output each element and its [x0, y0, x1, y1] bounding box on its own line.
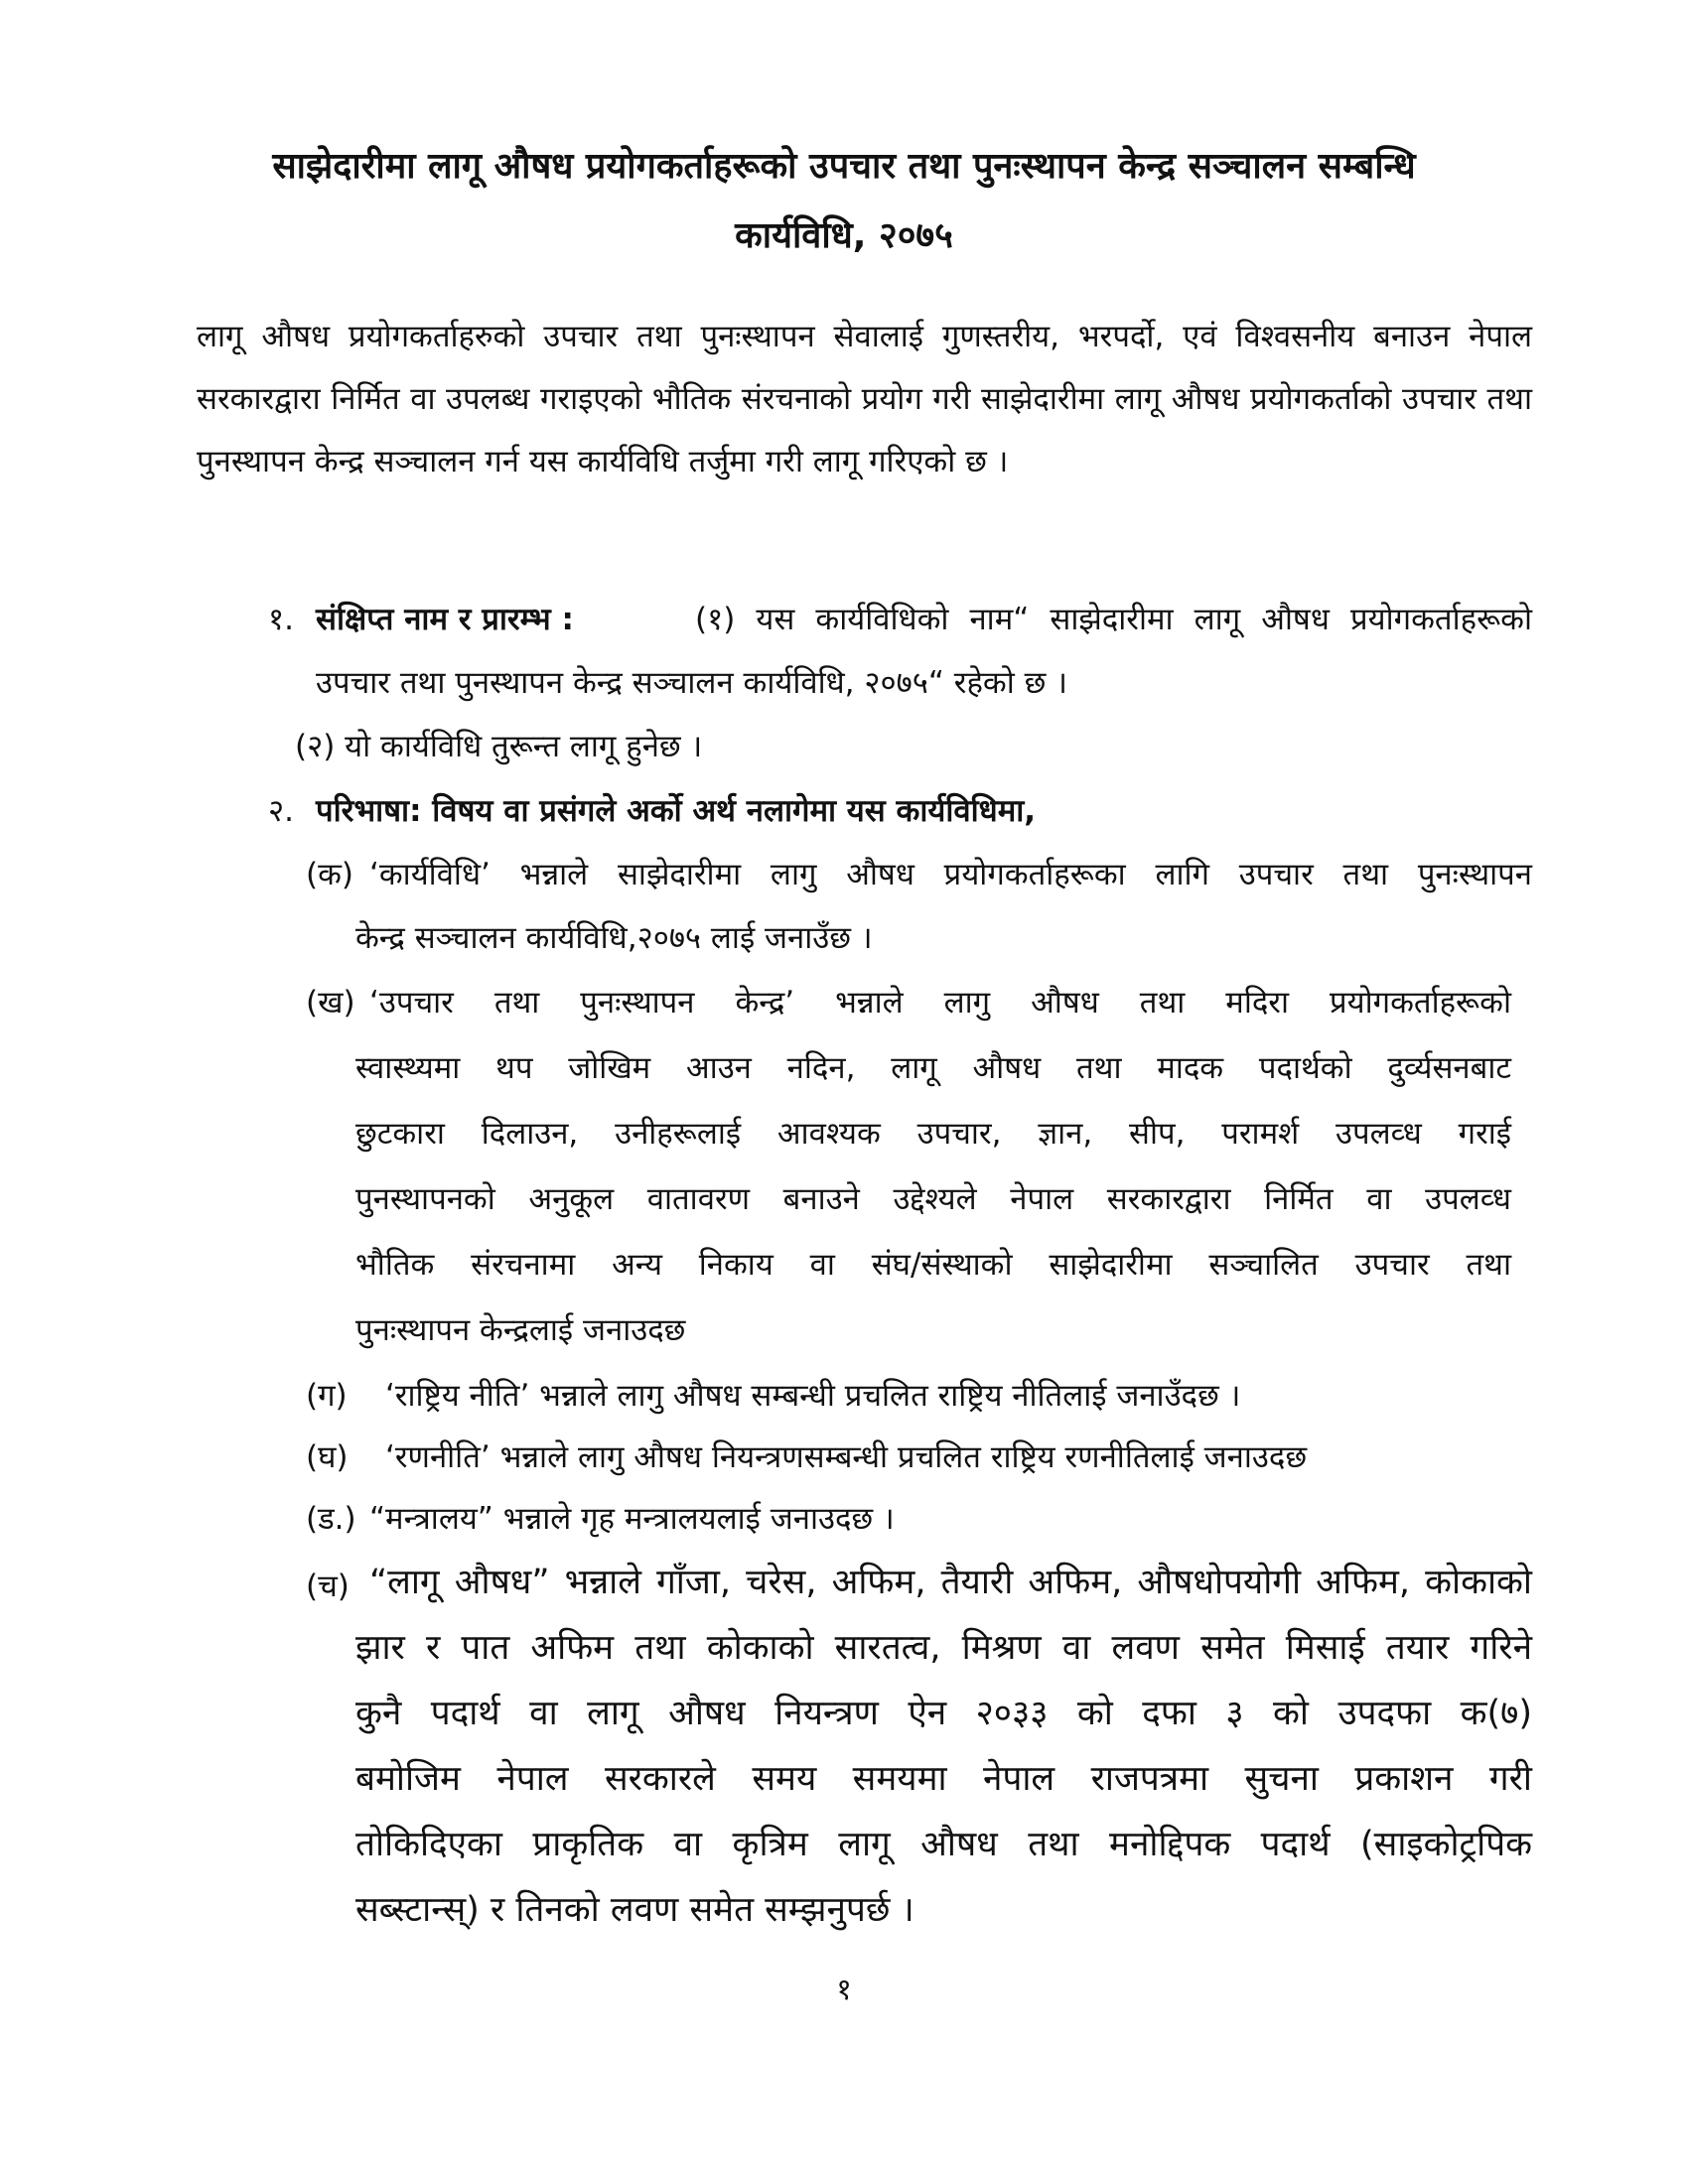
section-1-clause-1-line-2: उपचार तथा पुनस्थापन केन्द्र सञ्चालन कार्यविधि, २०७५“ रहेको छ ।: [316, 665, 1067, 701]
definition-kha-line-5: भौतिक संरचनामा अन्य निकाय वा संघ/संस्थाको साझेदारीमा सञ्चालित उपचार तथा: [355, 1247, 1511, 1283]
definition-ka-marker: (क): [306, 857, 353, 892]
definition-nga-text: “मन्त्रालय” भन्नाले गृह मन्त्रालयलाई जनाउदछ ।: [369, 1501, 895, 1537]
definition-cha-line-1: “लागू औषध” भन्नाले गाँजा, चरेस, अफिम, तैयारी अफिम, औषधोपयोगी अफिम, कोकाको: [369, 1563, 1532, 1602]
section-2-heading: परिभाषा: विषय वा प्रसंगले अर्को अर्थ नलागेमा यस कार्यविधिमा,: [316, 793, 1037, 829]
definition-kha-line-4: पुनस्थापनको अनुकूल वातावरण बनाउने उद्देश्यले नेपाल सरकारद्वारा निर्मित वा उपलव्ध: [355, 1181, 1511, 1217]
definition-cha-line-5: तोकिदिएका प्राकृतिक वा कृत्रिम लागू औषध तथा मनोद्दिपक पदार्थ (साइकोट्रपिक: [355, 1825, 1532, 1864]
definition-ka-line-1: ‘कार्यविधि’ भन्नाले साझेदारीमा लागु औषध प्रयोगकर्ताहरूका लागि उपचार तथा पुनःस्थापन: [369, 857, 1532, 892]
section-2-number: २.: [268, 793, 294, 829]
definition-ga-text: ‘राष्ट्रिय नीति’ भन्नाले लागु औषध सम्बन्धी प्रचलित राष्ट्रिय नीतिलाई जनाउँदछ ।: [385, 1378, 1241, 1414]
definition-cha-line-6: सब्स्टान्स्) र तिनको लवण समेत सम्झनुपर्छ ।: [355, 1890, 914, 1930]
definition-ka-line-2: केन्द्र सञ्चालन कार्यविधि,२०७५ लाई जनाउँछ ।: [355, 920, 873, 956]
page-number: १: [836, 1973, 852, 2007]
document-title-line-2: कार्यविधि, २०७५: [735, 215, 953, 256]
section-1-number: १.: [268, 602, 294, 637]
section-1-clause-2: (२) यो कार्यविधि तुरून्त लागू हुनेछ ।: [295, 729, 703, 764]
definition-gha-marker: (घ): [306, 1439, 349, 1475]
definition-nga-marker: (ड.): [306, 1501, 356, 1537]
definition-kha-line-3: छुटकारा दिलाउन, उनीहरूलाई आवश्यक उपचार, ज्ञान, सीप, परामर्श उपलव्ध गराई: [355, 1116, 1511, 1152]
definition-cha-line-2: झार र पात अफिम तथा कोकाको सारतत्व, मिश्रण वा लवण समेत मिसाई तयार गरिने: [355, 1628, 1532, 1668]
definition-cha-marker: (च): [306, 1569, 350, 1604]
definition-cha-line-4: बमोजिम नेपाल सरकारले समय समयमा नेपाल राजपत्रमा सुचना प्रकाशन गरी: [355, 1759, 1532, 1799]
definition-kha-line-6: पुनःस्थापन केन्द्रलाई जनाउदछ: [355, 1312, 686, 1348]
definition-kha-line-2: स्वास्थ्यमा थप जोखिम आउन नदिन, लागू औषध तथा मादक पदार्थको दुर्व्यसनबाट: [355, 1050, 1511, 1086]
document-title-line-1: साझेदारीमा लागू औषध प्रयोगकर्ताहरूको उपचार तथा पुनःस्थापन केन्द्र सञ्चालन सम्बन्धि: [272, 146, 1416, 187]
definition-ga-marker: (ग): [306, 1378, 348, 1414]
section-1-clause-1-line-1: (१) यस कार्यविधिको नाम“ साझेदारीमा लागू औषध प्रयोगकर्ताहरूको: [695, 602, 1532, 637]
section-1-heading: संक्षिप्त नाम र प्रारम्भ :: [316, 602, 574, 637]
definition-kha-marker: (ख): [306, 985, 355, 1021]
definition-gha-text: ‘रणनीति’ भन्नाले लागु औषध नियन्त्रणसम्बन्धी प्रचलित राष्ट्रिय रणनीतिलाई जनाउदछ: [385, 1439, 1308, 1475]
definition-cha-line-3: कुनै पदार्थ वा लागू औषध नियन्त्रण ऐन २०३३ को दफा ३ को उपदफा क(७): [355, 1694, 1532, 1733]
intro-paragraph: लागू औषध प्रयोगकर्ताहरुको उपचार तथा पुनःस्थापन सेवालाई गुणस्तरीय, भरपर्दो, एवं विश्वसनीय बनाउन नेपाल सरकारद्वारा निर्मित वा उपलब्ध गराइएको भौतिक संरचनाको प्रयोग गरी साझेदारीमा लागू औषध प्रयोगकर्ताको उपचार तथा पुनस्थापन केन्द्र सञ्चालन गर्न यस कार्यविधि तर्जुमा गरी लागू गरिएको छ ।: [197, 319, 1532, 479]
definition-kha-line-1: ‘उपचार तथा पुनःस्थापन केन्द्र’ भन्नाले लागु औषध तथा मदिरा प्रयोगकर्ताहरूको: [369, 985, 1511, 1021]
